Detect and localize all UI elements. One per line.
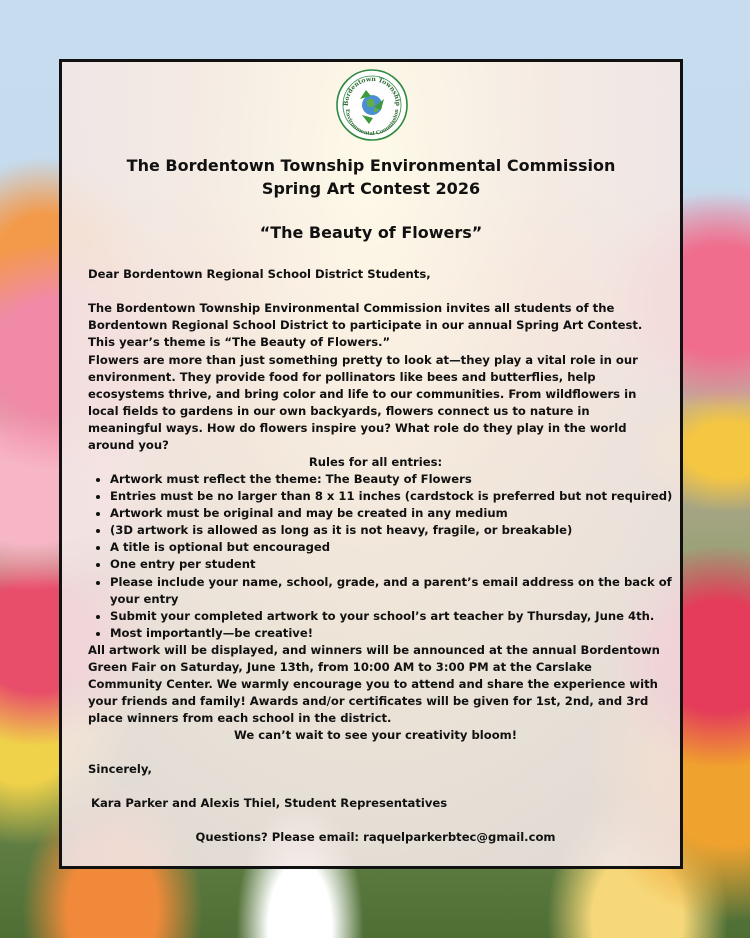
rule-item: • Please include your name, school, grade, and a parent’s email address on the back of your entry (110, 574, 685, 608)
rule-item: • A title is optional but encouraged (110, 539, 685, 556)
rule-item: • Artwork must reflect the theme: The Beauty of Flowers (110, 471, 685, 488)
intro-paragraph: The Bordentown Township Environmental Commission invites all students of the Bordentown Regional School District to participate in our annual Spring Art Contest. This year’s theme is “The Beauty of Flowers.” (88, 301, 643, 350)
closing-line: We can’t wait to see your creativity bloom! (233, 728, 518, 742)
rule-item: • Most importantly—be creative! (110, 625, 685, 642)
rules-list (88, 471, 685, 642)
rules-heading: Rules for all entries: (308, 455, 443, 469)
commission-title: The Bordentown Township Environmental Commission (126, 156, 616, 175)
theme-title: “The Beauty of Flowers” (259, 223, 483, 242)
rule-item: • One entry per student (110, 556, 685, 573)
flyer-panel (59, 59, 683, 869)
rule-item: • (3D artwork is allowed as long as it is not heavy, fragile, or breakable) (110, 522, 685, 539)
rule-item: • Submit your completed artwork to your school’s art teacher by Thursday, June 4th. (110, 608, 685, 625)
signoff: Sincerely, (88, 762, 152, 776)
logo-text-bottom: Environmental Commission (343, 108, 401, 138)
contact-email: Questions? Please email: raquelparkerbtec@gmail.com (195, 830, 556, 844)
body-paragraph: Flowers are more than just something pretty to look at—they play a vital role in our environment. They provide food for pollinators like bees and butterflies, help ecosystems thrive, and bring color and life to our communities. From wildflowers in local fields to gardens in our own backyards, flowers connect us to nature in meaningful ways. How do flowers inspire you? What role do they play in the world around you? (88, 353, 638, 453)
display-note: All artwork will be displayed, and winners will be announced at the annual Bordentown Green Fair on Saturday, June 13th, from 10:00 AM to 3:00 PM at the Carslake Community Center. We warmly encourage you to attend and share the experience with your friends and family! Awards and/or certificates will be given for 1st, 2nd, and 3rd place winners from each school in the district. (88, 643, 660, 726)
greeting: Dear Bordentown Regional School District Students, (88, 267, 431, 281)
signatories: Kara Parker and Alexis Thiel, Student Representatives (91, 796, 448, 810)
contest-title: Spring Art Contest 2026 (261, 179, 481, 198)
logo-text-top: Bordentown Township (342, 75, 402, 107)
rule-item: • Artwork must be original and may be created in any medium (110, 505, 685, 522)
commission-logo (336, 69, 408, 141)
rule-item: • Entries must be no larger than 8 x 11 inches (cardstock is preferred but not required) (110, 488, 685, 505)
